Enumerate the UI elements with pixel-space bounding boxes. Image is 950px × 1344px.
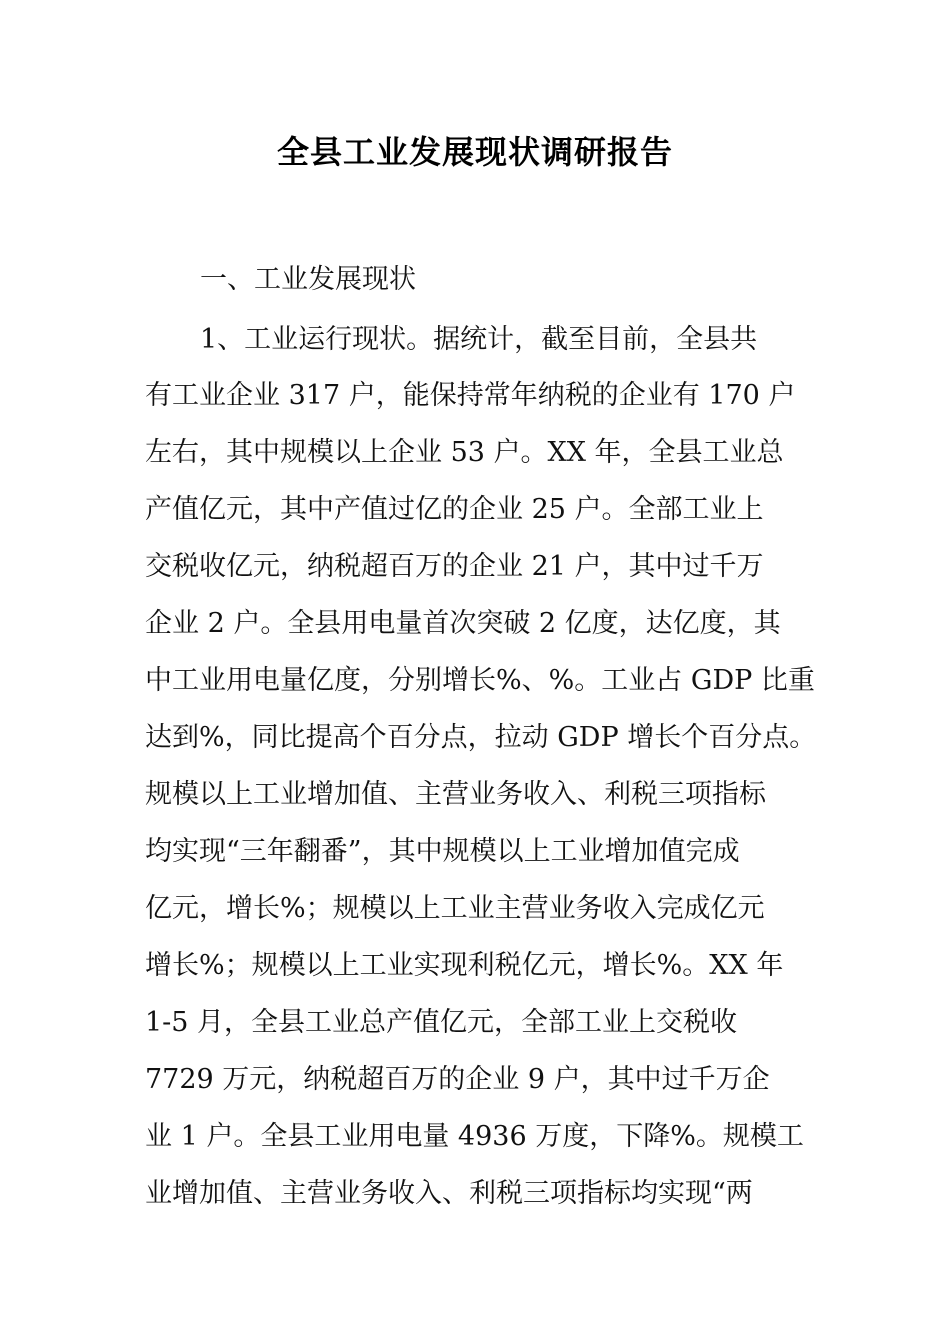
- paragraph-line: 左右，其中规模以上企业 53 户。XX 年，全县工业总: [145, 437, 784, 468]
- paragraph-line: 企业 2 户。全县用电量首次突破 2 亿度，达亿度，其: [145, 608, 781, 639]
- paragraph-line: 达到%，同比提高个百分点，拉动 GDP 增长个百分点。: [145, 722, 817, 753]
- paragraph-line: 增长%；规模以上工业实现利税亿元，增长%。XX 年: [145, 950, 784, 981]
- document-title: 全县工业发展现状调研报告: [276, 133, 673, 171]
- paragraph-line: 1-5 月，全县工业总产值亿元，全部工业上交税收: [145, 1007, 738, 1038]
- paragraph-line: 业增加值、主营业务收入、利税三项指标均实现“两: [145, 1178, 753, 1209]
- paragraph-line: 7729 万元，纳税超百万的企业 9 户，其中过千万企: [145, 1064, 770, 1095]
- paragraph-line: 交税收亿元，纳税超百万的企业 21 户，其中过千万: [145, 551, 764, 582]
- paragraph-line: 1、工业运行现状。据统计，截至目前，全县共: [200, 324, 758, 355]
- paragraph-line: 中工业用电量亿度，分别增长%、%。工业占 GDP 比重: [145, 665, 815, 696]
- paragraph-line: 规模以上工业增加值、主营业务收入、利税三项指标: [145, 779, 766, 810]
- paragraph-line: 亿元，增长%；规模以上工业主营业务收入完成亿元: [145, 893, 765, 924]
- paragraph-line: 有工业企业 317 户，能保持常年纳税的企业有 170 户: [145, 380, 796, 411]
- paragraph-line: 均实现“三年翻番”，其中规模以上工业增加值完成: [145, 836, 740, 867]
- paragraph-line: 产值亿元，其中产值过亿的企业 25 户。全部工业上: [145, 494, 764, 525]
- section-heading: 一、工业发展现状: [200, 264, 416, 295]
- paragraph-line: 业 1 户。全县工业用电量 4936 万度，下降%。规模工: [145, 1121, 804, 1152]
